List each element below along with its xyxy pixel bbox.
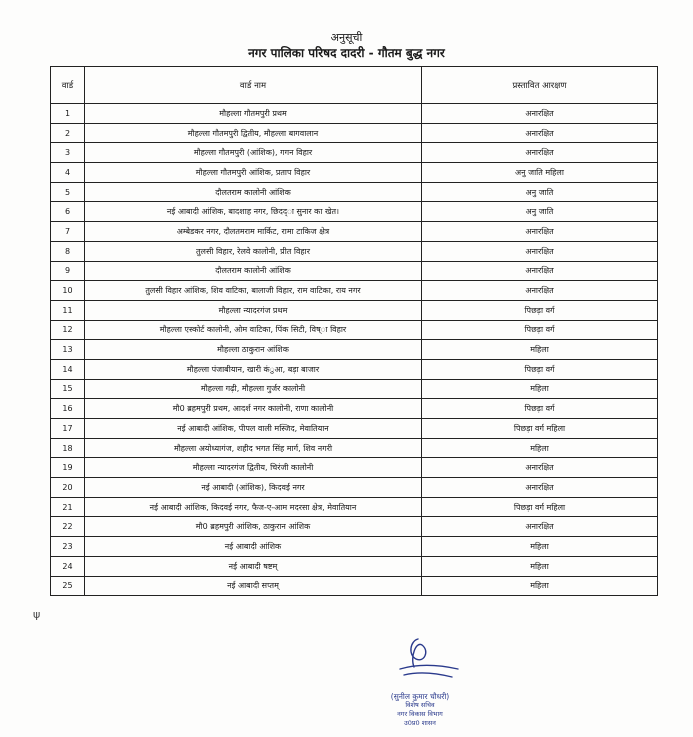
table-row bbox=[51, 163, 658, 183]
ward-number-cell: 12 bbox=[51, 320, 85, 340]
ward-number-cell: 2 bbox=[51, 123, 85, 143]
ward-number-cell: 15 bbox=[51, 379, 85, 399]
ward-name-cell: मौहल्ला एस्कोर्ट कालोनी, ओम वाटिका, पिंक सिटी, विष्ा विहार bbox=[85, 320, 422, 340]
reservation-cell: अनारक्षित bbox=[422, 104, 658, 124]
ward-number-cell: 22 bbox=[51, 517, 85, 537]
reservation-cell: महिला bbox=[422, 556, 658, 576]
signatory-government: उ0प्र0 शासन bbox=[404, 719, 436, 727]
ward-number-cell: 20 bbox=[51, 478, 85, 498]
reservation-cell: पिछड़ा वर्ग bbox=[422, 359, 658, 379]
ward-reservation-table bbox=[50, 66, 658, 596]
table-row bbox=[51, 281, 658, 301]
table-row bbox=[51, 320, 658, 340]
ward-name-cell: नई आबादी आंशिक, बादशाह नगर, छिदद्ा सुनार का खेत। bbox=[85, 202, 422, 222]
ward-name-cell: मौहल्ला अयोध्यागंज, शहीद भगत सिंह मार्ग, शिव नगरी bbox=[85, 438, 422, 458]
signatory-department: नगर विकास विभाग bbox=[397, 710, 443, 718]
reservation-cell: अनारक्षित bbox=[422, 143, 658, 163]
margin-mark: ψ bbox=[33, 608, 41, 621]
reservation-cell: पिछड़ा वर्ग महिला bbox=[422, 497, 658, 517]
ward-name-cell: दौलतराम कालोनी आंशिक bbox=[85, 261, 422, 281]
document-title: नगर पालिका परिषद दादरी - गौतम बुद्ध नगर bbox=[248, 46, 445, 60]
reservation-cell: अनारक्षित bbox=[422, 222, 658, 242]
ward-number-cell: 13 bbox=[51, 340, 85, 360]
table-row bbox=[51, 104, 658, 124]
ward-name-cell: मौहल्ला न्यादरगंज प्रथम bbox=[85, 300, 422, 320]
ward-name-cell: तुलसी विहार, रेलवे कालोनी, प्रीत विहार bbox=[85, 241, 422, 261]
table-row bbox=[51, 478, 658, 498]
ward-name-cell: मौहल्ला न्यादरगंज द्वितीय, चिरंजी कालोनी bbox=[85, 458, 422, 478]
table-row bbox=[51, 143, 658, 163]
ward-name-cell: नई आबादी (आंशिक), किदवई नगर bbox=[85, 478, 422, 498]
ward-name-cell: तुलसी विहार आंशिक, शिव वाटिका, बालाजी विहार, राम वाटिका, राय नगर bbox=[85, 281, 422, 301]
ward-name-cell: नई आबादी आंशिक bbox=[85, 537, 422, 557]
column-header-ward-name: वार्ड नाम bbox=[85, 67, 422, 104]
table-row bbox=[51, 241, 658, 261]
table-row bbox=[51, 458, 658, 478]
ward-name-cell: मौहल्ला गढ़ी, मौहल्ला गुर्जर कालोनी bbox=[85, 379, 422, 399]
reservation-cell: अनारक्षित bbox=[422, 478, 658, 498]
signatory-name: (सुनील कुमार चौधरी) bbox=[390, 692, 450, 701]
reservation-cell: महिला bbox=[422, 438, 658, 458]
reservation-cell: अनु जाति bbox=[422, 182, 658, 202]
reservation-cell: पिछड़ा वर्ग bbox=[422, 320, 658, 340]
reservation-cell: पिछड़ा वर्ग bbox=[422, 300, 658, 320]
reservation-cell: अनु जाति महिला bbox=[422, 163, 658, 183]
reservation-cell: अनु जाति bbox=[422, 202, 658, 222]
table-row bbox=[51, 419, 658, 439]
ward-number-cell: 10 bbox=[51, 281, 85, 301]
ward-name-cell: नई आबादी सप्तम् bbox=[85, 576, 422, 596]
ward-name-cell: अम्बेडकर नगर, दौलतमराम मार्किट, रामा टाकिज क्षेत्र bbox=[85, 222, 422, 242]
column-header-reservation: प्रस्तावित आरक्षण bbox=[422, 67, 658, 104]
ward-name-cell: मौहल्ला गौतमपुरी आंशिक, प्रताप विहार bbox=[85, 163, 422, 183]
table-row bbox=[51, 359, 658, 379]
reservation-cell: महिला bbox=[422, 576, 658, 596]
table-row bbox=[51, 123, 658, 143]
table-row bbox=[51, 182, 658, 202]
ward-name-cell: नई आबादी आंशिक, पीपल वाली मस्जिद, मेवातियान bbox=[85, 419, 422, 439]
table-row bbox=[51, 556, 658, 576]
ward-number-cell: 11 bbox=[51, 300, 85, 320]
ward-number-cell: 17 bbox=[51, 419, 85, 439]
table-row bbox=[51, 497, 658, 517]
ward-name-cell: मौ0 ब्रहमपुरी आंशिक, ठाकुरान आंशिक bbox=[85, 517, 422, 537]
signature-block bbox=[360, 692, 480, 728]
ward-number-cell: 25 bbox=[51, 576, 85, 596]
ward-number-cell: 14 bbox=[51, 359, 85, 379]
table-body bbox=[51, 104, 658, 596]
table-row bbox=[51, 517, 658, 537]
table-row bbox=[51, 537, 658, 557]
reservation-cell: अनारक्षित bbox=[422, 123, 658, 143]
ward-number-cell: 24 bbox=[51, 556, 85, 576]
reservation-cell: पिछड़ा वर्ग bbox=[422, 399, 658, 419]
column-header-ward: वार्ड bbox=[51, 67, 85, 104]
table-header-row bbox=[51, 67, 658, 104]
ward-name-cell: मौहल्ला पंजाबीयान, खारी कंुआ, बड़ा बाजार bbox=[85, 359, 422, 379]
ward-name-cell: मौहल्ला गौतमपुरी प्रथम bbox=[85, 104, 422, 124]
ward-number-cell: 1 bbox=[51, 104, 85, 124]
ward-number-cell: 9 bbox=[51, 261, 85, 281]
annexure-heading: अनुसूची bbox=[330, 31, 363, 44]
table-row bbox=[51, 379, 658, 399]
ward-number-cell: 5 bbox=[51, 182, 85, 202]
ward-number-cell: 21 bbox=[51, 497, 85, 517]
ward-number-cell: 19 bbox=[51, 458, 85, 478]
reservation-cell: अनारक्षित bbox=[422, 281, 658, 301]
table-row bbox=[51, 261, 658, 281]
table-row bbox=[51, 300, 658, 320]
reservation-cell: पिछड़ा वर्ग महिला bbox=[422, 419, 658, 439]
ward-name-cell: मौहल्ला ठाकुरान आंशिक bbox=[85, 340, 422, 360]
ward-number-cell: 23 bbox=[51, 537, 85, 557]
ward-number-cell: 7 bbox=[51, 222, 85, 242]
reservation-cell: महिला bbox=[422, 379, 658, 399]
ward-name-cell: मौहल्ला गौतमपुरी द्वितीय, मौहल्ला बागवालान bbox=[85, 123, 422, 143]
ward-number-cell: 4 bbox=[51, 163, 85, 183]
signatory-designation: विशेष सचिव bbox=[405, 701, 435, 709]
reservation-cell: महिला bbox=[422, 340, 658, 360]
ward-number-cell: 16 bbox=[51, 399, 85, 419]
ward-number-cell: 3 bbox=[51, 143, 85, 163]
ward-number-cell: 18 bbox=[51, 438, 85, 458]
reservation-cell: महिला bbox=[422, 537, 658, 557]
ward-name-cell: नई आबादी आंशिक, किदवई नगर, फैज-ए-आम मदरसा क्षेत्र, मेवातियान bbox=[85, 497, 422, 517]
table-row bbox=[51, 340, 658, 360]
ward-number-cell: 8 bbox=[51, 241, 85, 261]
reservation-cell: अनारक्षित bbox=[422, 458, 658, 478]
table-row bbox=[51, 222, 658, 242]
table-row bbox=[51, 202, 658, 222]
ward-name-cell: दौलतराम कालोनी आंशिक bbox=[85, 182, 422, 202]
ward-name-cell: मौहल्ला गौतमपुरी (आंशिक), गगन विहार bbox=[85, 143, 422, 163]
ward-name-cell: नई आबादी षष्टम् bbox=[85, 556, 422, 576]
reservation-cell: अनारक्षित bbox=[422, 241, 658, 261]
table-row bbox=[51, 399, 658, 419]
signature-scribble bbox=[370, 633, 470, 693]
reservation-cell: अनारक्षित bbox=[422, 517, 658, 537]
reservation-cell: अनारक्षित bbox=[422, 261, 658, 281]
ward-number-cell: 6 bbox=[51, 202, 85, 222]
table-row bbox=[51, 438, 658, 458]
table-row bbox=[51, 576, 658, 596]
ward-name-cell: मौ0 ब्रहमपुरी प्रथम, आदर्श नगर कालोनी, राणा कालोनी bbox=[85, 399, 422, 419]
